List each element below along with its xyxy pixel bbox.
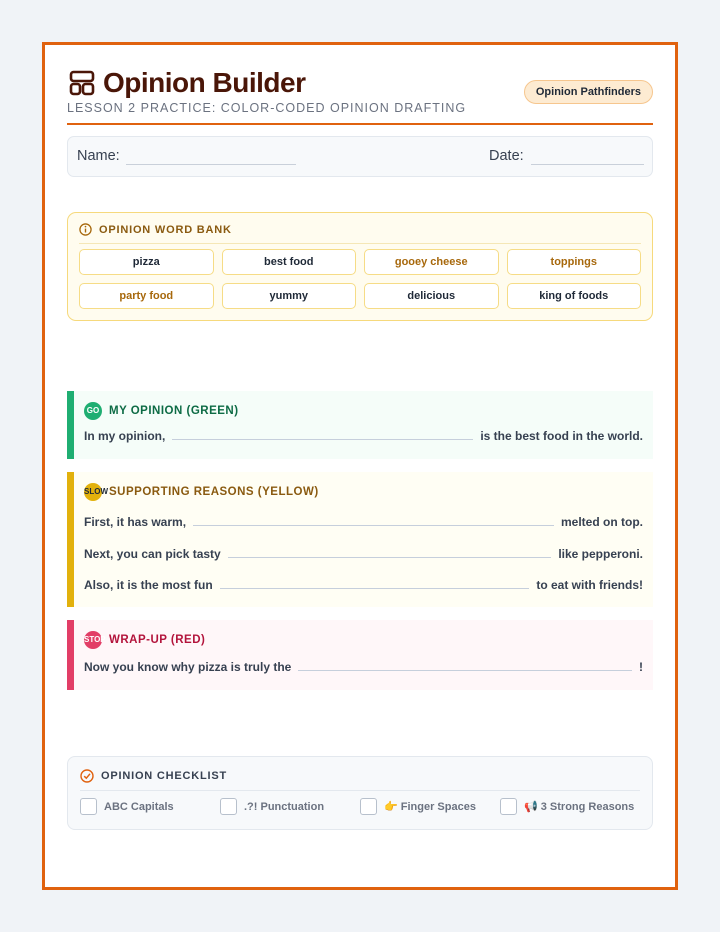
- word-chip: best food: [222, 249, 357, 275]
- layout-icon: [69, 70, 95, 96]
- date-label: Date:: [489, 148, 524, 164]
- sentence-start: Now you know why pizza is truly the: [84, 660, 292, 674]
- word-chip: gooey cheese: [364, 249, 499, 275]
- page-title: Opinion Builder: [103, 67, 306, 98]
- word-chip: pizza: [79, 249, 214, 275]
- blank-line[interactable]: [220, 588, 530, 589]
- word-chip: delicious: [364, 283, 499, 309]
- word-bank: [67, 212, 653, 321]
- sentence-start: In my opinion,: [84, 429, 166, 443]
- checklist-label: ABC Capitals: [104, 800, 174, 813]
- word-chip: yummy: [222, 283, 357, 309]
- checklist-label: 👉 Finger Spaces: [384, 801, 476, 813]
- name-date-row: [67, 136, 653, 177]
- date-field[interactable]: [531, 164, 644, 165]
- stop-icon: STOP: [84, 631, 102, 649]
- section-title: MY OPINION (GREEN): [109, 405, 239, 417]
- wrapup-section: [67, 620, 653, 690]
- blank-line[interactable]: [228, 557, 552, 558]
- worksheet-page: [42, 42, 678, 890]
- info-icon: [79, 223, 92, 236]
- team-badge: Opinion Pathfinders: [524, 80, 653, 104]
- sentence-end: to eat with friends!: [536, 578, 643, 592]
- checkbox[interactable]: [500, 798, 517, 815]
- sentence-end: !: [639, 660, 643, 674]
- checklist-item[interactable]: [360, 798, 500, 815]
- sentence-end: melted on top.: [561, 515, 643, 529]
- checklist-item[interactable]: [220, 798, 360, 815]
- checkbox[interactable]: [220, 798, 237, 815]
- divider: [79, 243, 641, 244]
- sentence-start: Next, you can pick tasty: [84, 547, 221, 561]
- reasons-section: [67, 472, 653, 607]
- section-title: SUPPORTING REASONS (YELLOW): [109, 486, 319, 498]
- checklist-label: .?! Punctuation: [244, 800, 325, 813]
- checkbox[interactable]: [80, 798, 97, 815]
- go-icon: GO: [84, 402, 102, 420]
- checklist-item[interactable]: [500, 798, 640, 815]
- blank-line[interactable]: [298, 670, 632, 671]
- page-subtitle: LESSON 2 PRACTICE: COLOR-CODED OPINION DRAFTING: [67, 101, 467, 115]
- sentence-start: First, it has warm,: [84, 515, 187, 529]
- checkbox[interactable]: [360, 798, 377, 815]
- slow-icon: SLOW: [84, 483, 102, 501]
- check-circle-icon: [80, 769, 94, 783]
- sentence-end: like pepperoni.: [558, 547, 643, 561]
- name-field[interactable]: [126, 164, 296, 165]
- word-chip: toppings: [507, 249, 642, 275]
- word-chip: king of foods: [507, 283, 642, 309]
- checklist-title: OPINION CHECKLIST: [101, 770, 228, 782]
- opinion-checklist: [67, 756, 653, 830]
- word-chip: party food: [79, 283, 214, 309]
- divider: [80, 790, 640, 791]
- sentence-end: is the best food in the world.: [480, 429, 643, 443]
- blank-line[interactable]: [172, 439, 473, 440]
- section-title: WRAP-UP (RED): [109, 634, 206, 646]
- header-divider: [67, 123, 653, 125]
- checklist-item[interactable]: [80, 798, 220, 815]
- name-label: Name:: [77, 148, 120, 164]
- blank-line[interactable]: [193, 525, 554, 526]
- sentence-start: Also, it is the most fun: [84, 578, 213, 592]
- word-bank-title: OPINION WORD BANK: [99, 223, 232, 236]
- checklist-label: 📢 3 Strong Reasons: [524, 801, 635, 813]
- opinion-section: [67, 391, 653, 459]
